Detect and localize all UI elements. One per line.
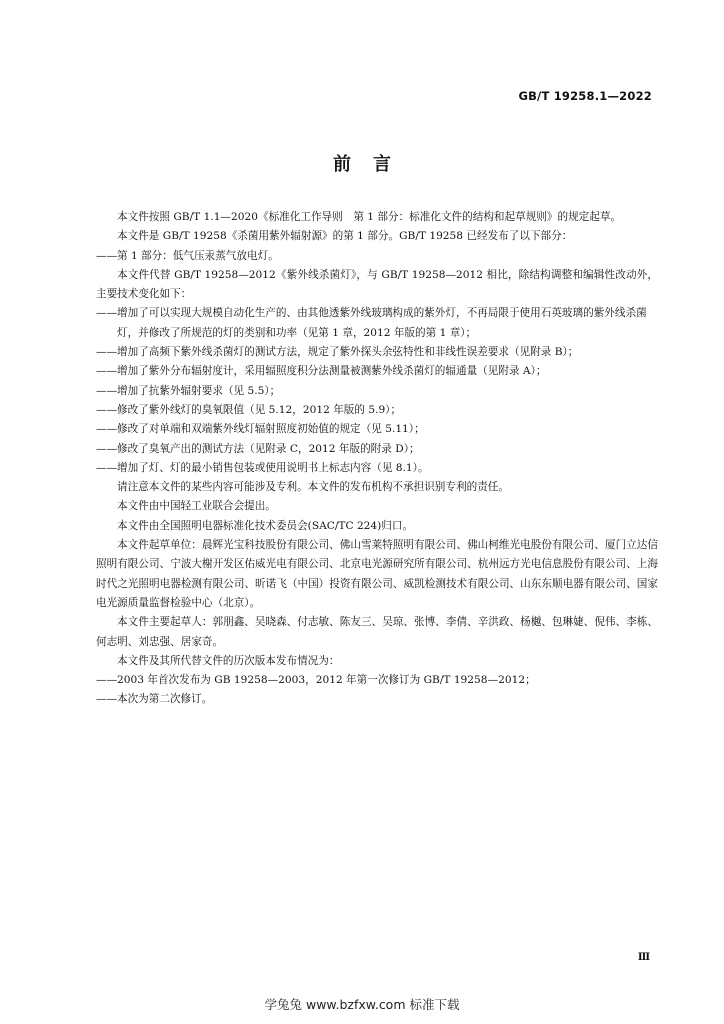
list-item	[96, 247, 658, 266]
list-item-text: 修改了臭氧产出的测试方法（见附录 C，2012 年版的附录 D）；	[117, 442, 420, 455]
paragraph: 本文件代替 GB/T 19258—2012《紫外线杀菌灯》，与 GB/T 19258—2012 相比，除结构调整和编辑性改动外，主要技术变化如下：	[96, 268, 658, 301]
paragraph: 本文件起草单位：晨辉光宝科技股份有限公司、佛山雪莱特照明有限公司、佛山柯维光电股份有限公司、厦门立达信照明有限公司、宁波大榭开发区佑威光电有限公司、北京电光源研究所有限公司、杭州远方光电信息股份有限公司、上海时代之光照明电器检测有限公司、昕诺飞（中国）投资有限公司、威凯检测技术有限公司、山东东顺电器有限公司、国家电光源质量监督检验中心（北京）。	[96, 539, 658, 609]
page-title: 前言	[333, 154, 413, 175]
list-item	[96, 304, 658, 343]
list-item-text: 修改了对单端和双端紫外线灯辐射照度初始值的规定（见 5.11）；	[117, 423, 425, 436]
list-dash: ——	[96, 693, 118, 706]
list-item	[96, 690, 658, 709]
watermark-link[interactable]: 学兔兔 www.bzfxw.com 标准下载	[264, 997, 460, 1012]
paragraph: 本文件由全国照明电器标准化技术委员会(SAC/TC 224)归口。	[117, 519, 414, 532]
paragraph: 本文件是 GB/T 19258《杀菌用紫外辐射源》的第 1 部分。GB/T 19258 已经发布了以下部分：	[117, 230, 573, 243]
list-item-text: 增加了抗紫外辐射要求（见 5.5）；	[117, 384, 281, 397]
list-item	[96, 671, 658, 690]
list-dash: ——	[96, 461, 118, 474]
list-item	[96, 362, 658, 381]
list-dash: ——	[96, 365, 118, 378]
list-item-text: 增加了紫外分布辐射度计，采用辐照度积分法测量被测紫外线杀菌灯的辐通量（见附录 A）；	[117, 365, 547, 378]
paragraph: 本文件由中国轻工业联合会提出。	[117, 500, 276, 513]
list-dash: ——	[96, 423, 118, 436]
list-item-text: 增加了高频下紫外线杀菌灯的测试方法，规定了紫外探头余弦特性和非线性误差要求（见附录 B）；	[117, 346, 579, 359]
list-dash: ——	[96, 384, 118, 397]
list-dash: ——	[96, 674, 118, 687]
paragraph: 请注意本文件的某些内容可能涉及专利。本文件的发布机构不承担识别专利的责任。	[117, 481, 509, 494]
list-dash: ——	[96, 442, 118, 455]
list-item-text: 增加了灯、灯的最小销售包装或使用说明书上标志内容（见 8.1）。	[117, 461, 429, 474]
paragraph: 本文件及其所代替文件的历次版本发布情况为：	[117, 654, 340, 667]
list-dash: ——	[96, 346, 118, 359]
list-dash: ——	[96, 403, 118, 416]
page-number: Ⅲ	[637, 952, 650, 963]
list-item	[96, 459, 658, 478]
list-dash: ——	[96, 307, 118, 320]
list-item	[96, 420, 658, 439]
list-item-text: 增加了可以实现大规模自动化生产的、由其他透紫外线玻璃构成的紫外灯，不再局限于使用石英玻璃的紫外线杀菌灯，并修改了所规范的灯的类别和功率（见第 1 章，2012 年版的第 1 章）；	[117, 307, 647, 339]
standard-code: GB/T 19258.1—2022	[518, 89, 652, 103]
list-item	[96, 401, 658, 420]
list-item-text: 第 1 部分：低气压汞蒸气放电灯。	[117, 249, 279, 262]
paragraph: 本文件主要起草人：郭朋鑫、吴晓森、付志敏、陈友三、吴琼、张博、李倩、辛洪政、杨樾、包琳婕、倪伟、李栋、何志明、刘忠强、居家奇。	[96, 616, 658, 648]
list-item-text: 本次为第二次修订。	[117, 693, 213, 706]
list-item-text: 2003 年首次发布为 GB 19258—2003，2012 年第一次修订为 GB/T 19258—2012；	[117, 674, 536, 687]
list-item	[96, 343, 658, 362]
list-dash: ——	[96, 249, 118, 262]
foreword-body	[96, 208, 658, 710]
list-item	[96, 440, 658, 459]
list-item	[96, 382, 658, 401]
list-item-text: 修改了紫外线灯的臭氧限值（见 5.12，2012 年版的 5.9）；	[117, 403, 402, 416]
paragraph: 本文件按照 GB/T 1.1—2020《标准化工作导则 第 1 部分：标准化文件的结构和起草规则》的规定起草。	[117, 211, 622, 223]
